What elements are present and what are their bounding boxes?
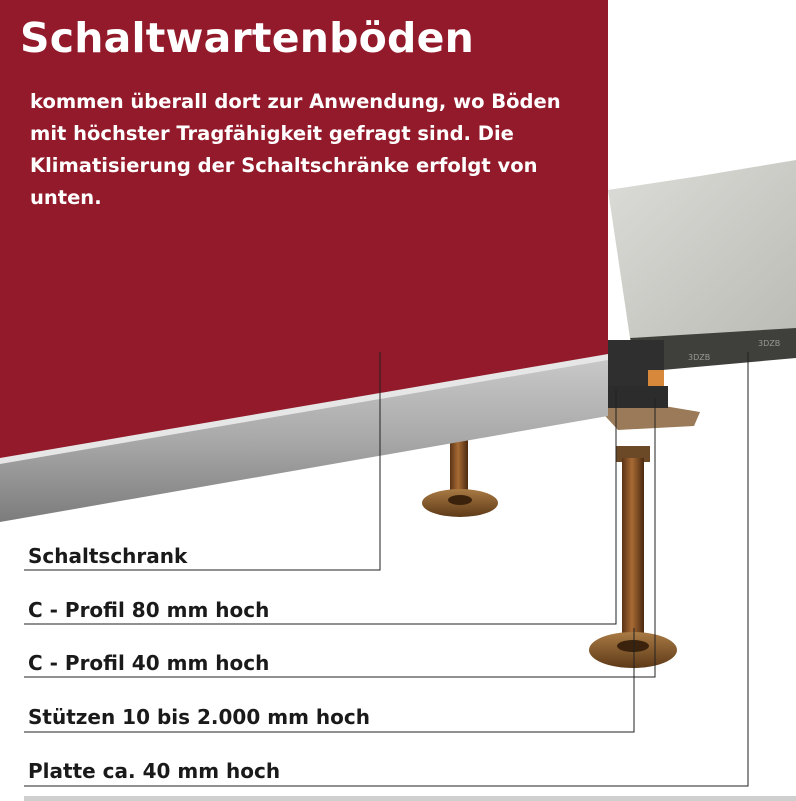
pedestal-post bbox=[622, 458, 644, 644]
floor-plate-top bbox=[608, 160, 796, 338]
svg-text:3DZB: 3DZB bbox=[688, 353, 711, 362]
label-c-profil-40: C - Profil 40 mm hoch bbox=[28, 651, 270, 675]
svg-text:3DZB: 3DZB bbox=[758, 339, 781, 348]
label-stuetzen: Stützen 10 bis 2.000 mm hoch bbox=[28, 705, 370, 729]
label-platte: Platte ca. 40 mm hoch bbox=[28, 759, 281, 783]
label-schaltschrank: Schaltschrank bbox=[28, 544, 188, 568]
label-c-profil-80: C - Profil 80 mm hoch bbox=[28, 598, 270, 622]
page-title: Schaltwartenböden bbox=[20, 14, 474, 62]
intro-text: kommen überall dort zur Anwendung, wo Böden mit höchster Tragfähigkeit gefragt sind. Die Klimatisierung der Schaltschränke erfolgt von unten. bbox=[30, 90, 561, 209]
